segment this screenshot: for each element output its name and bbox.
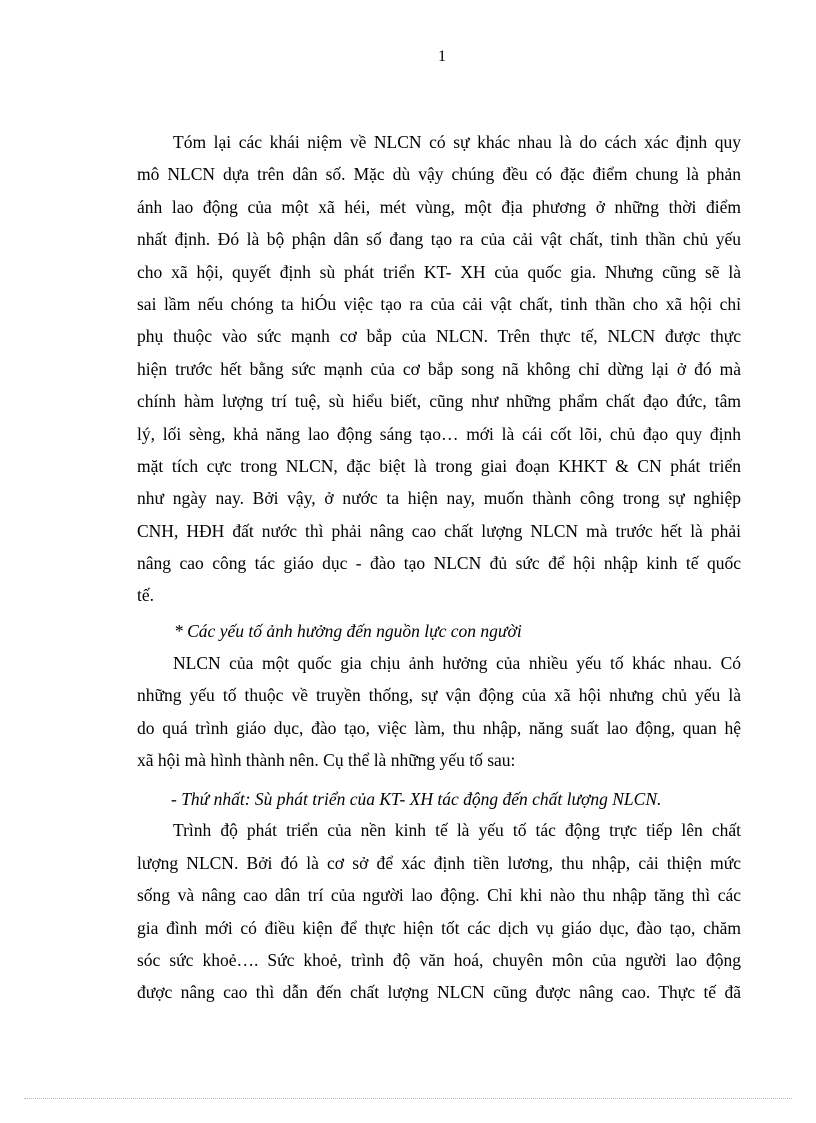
- text-line: phụ thuộc vào sức mạnh cơ bắp của NLCN. Trên thực tế, NLCN được thực: [137, 326, 741, 347]
- text-line: như ngày nay. Bởi vậy, ở nước ta hiện nay, muốn thành công trong sự nghiệp: [137, 488, 741, 509]
- text-line: nâng cao công tác giáo dục - đào tạo NLCN đủ sức để hội nhập kinh tế quốc: [137, 553, 741, 574]
- text-line: sai lầm nếu chóng ta hiÓu việc tạo ra của cải vật chất, tinh thần cho xã hội chỉ: [137, 293, 741, 314]
- text-line: sóc sức khoẻ…. Sức khoẻ, trình độ văn hoá, chuyên môn của người lao động: [137, 949, 741, 970]
- text-line: Tóm lại các khái niệm về NLCN có sự khác nhau là do cách xác định quy: [173, 132, 741, 152]
- subheading-first-factor: - Thứ nhất: Sù phát triển của KT- XH tác động đến chất lượng NLCN.: [171, 789, 662, 810]
- document-body: [137, 126, 741, 1009]
- text-line: CNH, HĐH đất nước thì phải nâng cao chất lượng NLCN mà trước hết là phải: [137, 520, 741, 541]
- text-line: được nâng cao thì dẫn đến chất lượng NLCN cũng được nâng cao. Thực tế đã: [137, 982, 741, 1003]
- paragraph-nlcn-definition: [137, 126, 741, 612]
- page-bottom-border: [24, 1098, 792, 1099]
- text-line: nhất định. Đó là bộ phận dân số đang tạo ra của cải vật chất, tinh thần chủ yếu: [137, 229, 741, 250]
- text-line: sống và nâng cao dân trí của người lao động. Chỉ khi nào thu nhập tăng thì các: [137, 885, 741, 906]
- text-line: hiện trước hết bằng sức mạnh của cơ bắp song nã không chỉ dừng lại ở đó mà: [137, 358, 741, 379]
- text-line: Trình độ phát triển của nền kinh tế là yếu tố tác động trực tiếp lên chất: [173, 820, 741, 841]
- text-line: do quá trình giáo dục, đào tạo, việc làm, thu nhập, năng suất lao động, quan hệ: [137, 717, 741, 738]
- text-line: chính hàm lượng trí tuệ, sù hiểu biết, cũng như những phẩm chất đạo đức, tâm: [137, 391, 741, 412]
- text-line: lượng NLCN. Bởi đó là cơ sở để xác định tiền lương, thu nhập, cải thiện mức: [137, 852, 741, 873]
- text-line: NLCN của một quốc gia chịu ảnh hưởng của nhiều yếu tố khác nhau. Có: [173, 652, 741, 673]
- text-line: ánh lao động của một xã héi, mét vùng, một địa phương ở những thời điểm: [137, 196, 741, 217]
- section-heading-factors: * Các yếu tố ảnh hưởng đến nguồn lực con người: [174, 620, 522, 641]
- text-line: xã hội mà hình thành nên. Cụ thể là những yếu tố sau:: [137, 750, 516, 771]
- text-line: cho xã hội, quyết định sù phát triển KT- XH của quốc gia. Nhưng cũng sẽ là: [137, 261, 741, 282]
- text-line: gia đình mới có điều kiện để thực hiện tốt các dịch vụ giáo dục, đào tạo, chăm: [137, 917, 741, 938]
- paragraph-factors-intro: [137, 647, 741, 777]
- page-number: 1: [438, 48, 446, 65]
- text-line: mặt tích cực trong NLCN, đặc biệt là trong giai đoạn KHKT & CN phát triển: [137, 455, 741, 476]
- paragraph-economic-development: [137, 814, 741, 1008]
- text-line: những yếu tố thuộc về truyền thống, sự vận động của xã hội nhưng chủ yếu là: [137, 685, 741, 706]
- text-line: tế.: [137, 585, 155, 606]
- text-line: lý, lối sèng, khả năng lao động sáng tạo… mới là cái cốt lõi, chủ đạo quy định: [137, 423, 741, 444]
- text-line: mô NLCN dựa trên dân số. Mặc dù vậy chúng đều có đặc điểm chung là phản: [137, 164, 741, 185]
